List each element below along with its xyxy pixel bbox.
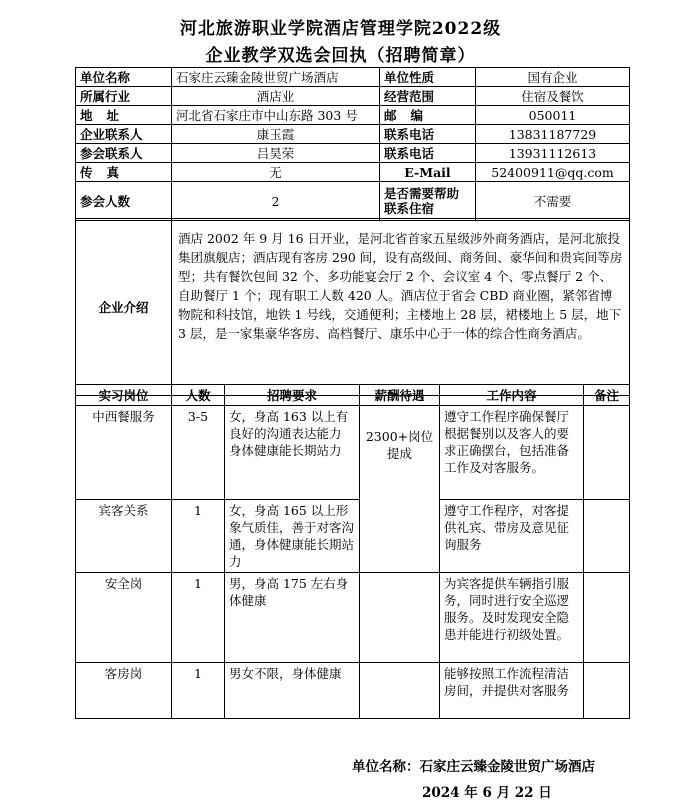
job-position: 中西餐服务 bbox=[76, 406, 172, 500]
company-intro-table bbox=[75, 218, 630, 396]
contact-phone-label: 联系电话 bbox=[380, 125, 476, 144]
job-note bbox=[584, 500, 630, 573]
header-salary: 薪酬待遇 bbox=[360, 385, 440, 406]
job-note bbox=[584, 406, 630, 500]
job-requirement: 男女不限，身体健康 bbox=[225, 663, 360, 719]
attendee-phone-value: 13931112613 bbox=[476, 144, 630, 163]
housing-value: 不需要 bbox=[476, 182, 630, 221]
job-count: 3-5 bbox=[172, 406, 225, 500]
jobs-table bbox=[75, 384, 630, 719]
header-position: 实习岗位 bbox=[76, 385, 172, 406]
table-row bbox=[76, 573, 630, 663]
table-row bbox=[76, 663, 630, 719]
table-row bbox=[76, 500, 630, 573]
postcode-label: 邮编 bbox=[380, 106, 476, 125]
attendee-count-label: 参会人数 bbox=[76, 182, 172, 221]
job-count: 1 bbox=[172, 663, 225, 719]
contact-value: 康玉霞 bbox=[172, 125, 380, 144]
header-requirement: 招聘要求 bbox=[225, 385, 360, 406]
postcode-value: 050011 bbox=[476, 106, 630, 125]
attendee-count-value: 2 bbox=[172, 182, 380, 221]
industry-label: 所属行业 bbox=[76, 87, 172, 106]
attendee-phone-label: 联系电话 bbox=[380, 144, 476, 163]
attendee-label: 参会联系人 bbox=[76, 144, 172, 163]
unit-nature-label: 单位性质 bbox=[380, 68, 476, 87]
job-count: 1 bbox=[172, 500, 225, 573]
signature-unit-name: 单位名称：石家庄云臻金陵世贸广场酒店 bbox=[352, 759, 595, 775]
unit-name-value: 石家庄云臻金陵世贸广场酒店 bbox=[172, 68, 380, 87]
unit-name-label: 单位名称 bbox=[76, 68, 172, 87]
attendee-value: 吕昊荣 bbox=[172, 144, 380, 163]
document-subtitle: 企业教学双选会回执（招聘简章） bbox=[205, 46, 476, 66]
address-label: 地址 bbox=[76, 106, 172, 125]
email-label: E-Mail bbox=[380, 163, 476, 182]
signature-date: 2024 年 6 月 22 日 bbox=[422, 785, 552, 801]
housing-label: 是否需要帮助联系住宿 bbox=[380, 182, 476, 221]
fax-label: 传真 bbox=[76, 163, 172, 182]
salary-empty bbox=[360, 663, 440, 719]
header-note: 备注 bbox=[584, 385, 630, 406]
job-requirement: 女，身高 165 以上形象气质佳，善于对客沟通，身体健康能长期站力 bbox=[225, 500, 360, 573]
email-value: 52400911@qq.com bbox=[476, 163, 630, 182]
job-requirement: 男，身高 175 左右身体健康 bbox=[225, 573, 360, 663]
job-content: 遵守工作程序确保餐厅根据餐别以及客人的要求正确摆台，包括准备工作及对客服务。 bbox=[440, 406, 584, 500]
industry-value: 酒店业 bbox=[172, 87, 380, 106]
job-position: 安全岗 bbox=[76, 573, 172, 663]
job-requirement: 女，身高 163 以上有良好的沟通表达能力 身体健康能长期站力 bbox=[225, 406, 360, 500]
fax-value: 无 bbox=[172, 163, 380, 182]
salary-empty bbox=[360, 573, 440, 663]
company-info-table bbox=[75, 67, 630, 221]
scope-label: 经营范围 bbox=[380, 87, 476, 106]
header-count: 人数 bbox=[172, 385, 225, 406]
job-position: 宾客关系 bbox=[76, 500, 172, 573]
scope-value: 住宿及餐饮 bbox=[476, 87, 630, 106]
job-note bbox=[584, 573, 630, 663]
contact-label: 企业联系人 bbox=[76, 125, 172, 144]
job-position: 客房岗 bbox=[76, 663, 172, 719]
address-value: 河北省石家庄市中山东路 303 号 bbox=[172, 106, 380, 125]
job-content: 能够按照工作流程清洁房间，并提供对客服务 bbox=[440, 663, 584, 719]
document-title: 河北旅游职业学院酒店管理学院2022级 bbox=[179, 19, 502, 39]
contact-phone-value: 13831187729 bbox=[476, 125, 630, 144]
table-row bbox=[76, 406, 630, 500]
intro-label: 企业介绍 bbox=[76, 219, 172, 396]
intro-text: 酒店 2002 年 9 月 16 日开业，是河北省首家五星级涉外商务酒店，是河北旅投集团旗舰店；酒店现有客房 290 间，设有高级间、商务间、豪华间和贵宾间等房型；共有餐饮包间 32 个、多功能宴会厅 2 个、会议室 4 个、零点餐厅 2 个、自助餐厅 1 个；现有职工人数 420 人。酒店位于省会 CBD 商业圈，紧邻省博物院和科技馆，地铁 1 号线，交通便利；主楼地上 28 层，裙楼地上 5 层，地下 3 层，是一家集豪华客房、高档餐厅、康乐中心于一体的综合性商务酒店。 bbox=[172, 219, 630, 396]
job-content: 为宾客提供车辆指引服务，同时进行安全巡逻服务。及时发现安全隐患并能进行初级处置。 bbox=[440, 573, 584, 663]
unit-nature-value: 国有企业 bbox=[476, 68, 630, 87]
salary-value: 2300+岗位提成 bbox=[360, 406, 440, 573]
header-content: 工作内容 bbox=[440, 385, 584, 406]
job-content: 遵守工作程序，对客提供礼宾、带房及意见征询服务 bbox=[440, 500, 584, 573]
job-note bbox=[584, 663, 630, 719]
job-count: 1 bbox=[172, 573, 225, 663]
